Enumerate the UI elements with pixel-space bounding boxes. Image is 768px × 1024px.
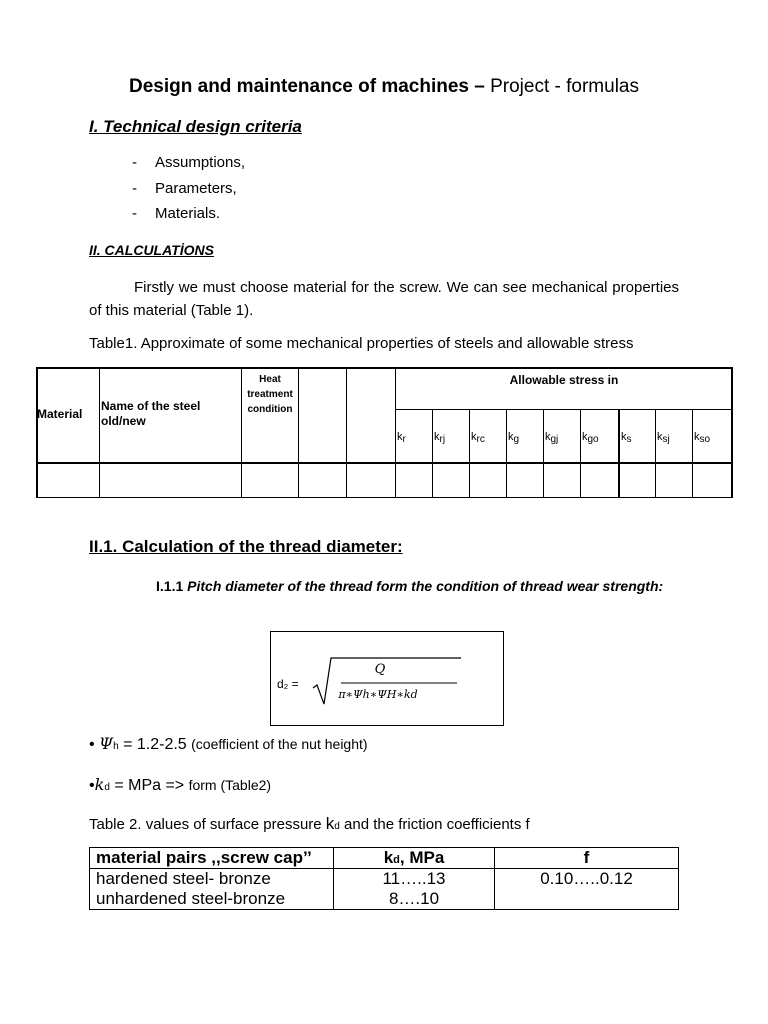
header-f: f [495, 848, 679, 869]
kd-bullet: •kd = MPa => form (Table2) [89, 775, 272, 794]
section-heading-thread-diameter: II.1. Calculation of the thread diameter: [89, 537, 403, 556]
table1-caption: Table1. Approximate of some mechanical properties of steels and allowable stress [89, 335, 634, 352]
list-item: - Parameters, [132, 180, 237, 197]
subcol-krc: $k_{rc}$ [471, 431, 485, 445]
subcol-kgo: $k_{go}$ [582, 431, 599, 445]
formula-box [270, 631, 504, 726]
page-title [0, 76, 768, 98]
formula-denominator: π∗Ψh∗ΨH∗kd [338, 688, 418, 701]
col-allowable-stress: Allowable stress in [509, 373, 619, 387]
title-bold: Design and maintenance of machines – [129, 76, 485, 97]
subcol-ksj: $k_{sj}$ [657, 431, 670, 445]
subcol-kg: $k_g$ [508, 431, 520, 445]
formula-lhs: d₂ = [277, 677, 299, 691]
subcol-kgj: $k_{gj}$ [545, 431, 559, 445]
section-heading-technical-criteria: I. Technical design criteria [89, 117, 302, 136]
table-row: hardened steel- bronze 11…..13 0.10…..0.12 [90, 869, 679, 890]
table-row: unhardened steel-bronze 8….10 [90, 889, 679, 910]
surface-pressure-table [89, 847, 679, 910]
table-header-row [90, 848, 679, 869]
formula-numerator: Q [374, 662, 386, 677]
section-heading-calculations: II. CALCULATİONS [89, 242, 214, 258]
table2-caption: Table 2. values of surface pressure kd and the friction coefficients f [89, 814, 530, 833]
subsection-pitch-diameter: I.1.1 Pitch diameter of the thread form the condition of thread wear strength: [156, 578, 664, 594]
intro-paragraph: Firstly we must choose material for the screw. We can see mechanical properties of this material (Table 1). [89, 279, 679, 319]
col-heat-treatment: Heat treatment condition [247, 374, 293, 415]
subcol-ks: $k_s$ [621, 431, 632, 445]
subcol-krj: $k_{rj}$ [434, 431, 446, 445]
mechanical-properties-table [36, 367, 733, 498]
list-item: - Assumptions, [132, 154, 246, 171]
list-item: - Materials. [132, 205, 221, 222]
subcol-kr: $k_r$ [397, 431, 406, 445]
header-material-pairs: material pairs ,,screw cap’’ [90, 848, 334, 869]
subcol-kso: $k_{so}$ [694, 431, 711, 445]
header-kd: kd, MPa [334, 848, 495, 869]
psi-bullet: • Ψh = 1.2-2.5 (coefficient of the nut height) [89, 734, 368, 753]
title-rest: Project - formulas [484, 76, 639, 97]
col-material: Material [37, 407, 83, 421]
col-steel-name: Name of the steel old/new [101, 399, 201, 428]
